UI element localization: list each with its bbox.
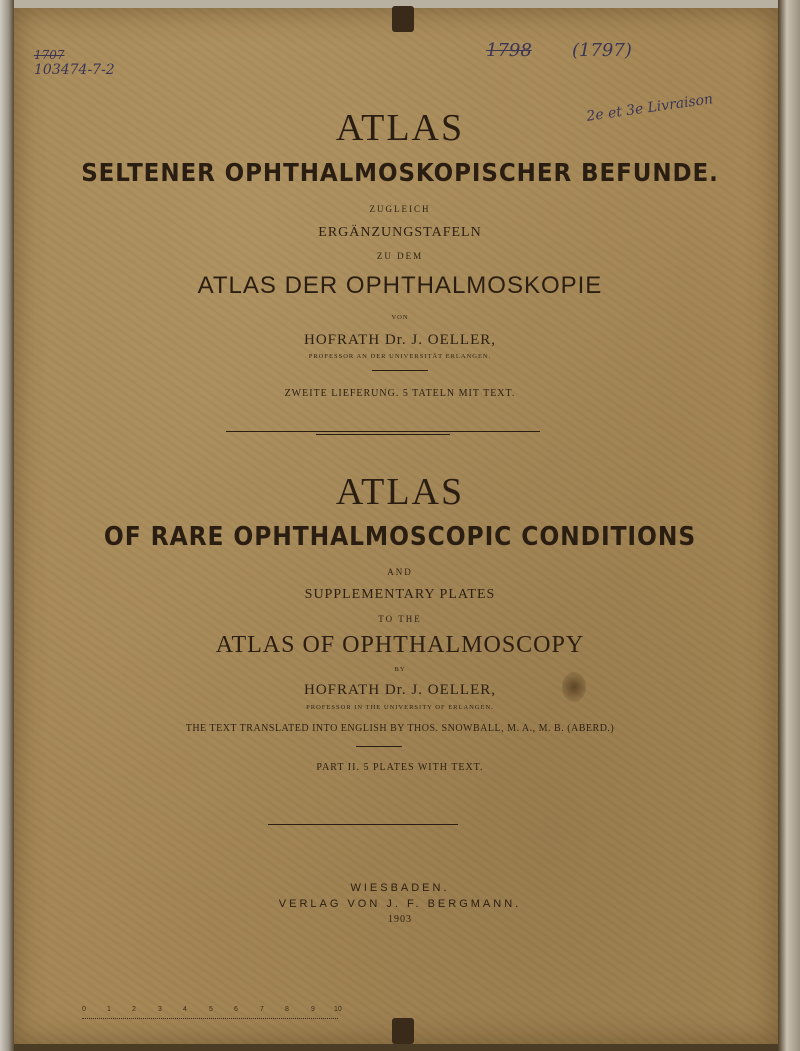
imprint-city: WIESBADEN.	[350, 882, 450, 894]
bottom-ribbon-tie	[392, 1018, 414, 1044]
german-atlas-der: ATLAS DER OPHTHALMOSKOPIE	[197, 272, 603, 299]
english-and: AND	[387, 567, 413, 577]
german-erganzungstafeln: ERGÄNZUNGSTAFELN	[318, 225, 482, 240]
handwritten-number-struck-right: 1798	[486, 40, 532, 61]
scale-tick: 3	[158, 1006, 162, 1013]
english-title: ATLAS	[335, 471, 465, 513]
scale-tick: 8	[285, 1006, 289, 1013]
german-zugleich: ZUGLEICH	[369, 204, 431, 214]
imprint-divider	[268, 824, 458, 825]
handwritten-catalog-number: 103474-7-2	[34, 62, 115, 78]
scale-tick: 10	[334, 1006, 342, 1013]
scale-tick: 5	[209, 1006, 213, 1013]
divider	[372, 370, 428, 371]
scale-tick: 4	[183, 1006, 187, 1013]
german-part: ZWEITE LIEFERUNG. 5 TATELN MIT TEXT.	[284, 388, 516, 399]
imprint-year: 1903	[388, 914, 412, 925]
english-to-the: TO THE	[378, 614, 422, 624]
german-author: HOFRATH Dr. J. OELLER,	[303, 332, 496, 348]
imprint-publisher: VERLAG VON J. F. BERGMANN.	[278, 898, 522, 910]
german-zu-dem: ZU DEM	[376, 251, 424, 261]
scale-tick: 9	[311, 1006, 315, 1013]
german-subtitle: SELTENER OPHTHALMOSKOPISCHER BEFUNDE.	[81, 158, 719, 187]
scale-tick: 7	[260, 1006, 264, 1013]
measurement-scale	[82, 1006, 352, 1024]
german-von: VON	[391, 314, 409, 321]
section-divider	[226, 431, 540, 432]
section-divider-inner	[316, 434, 450, 435]
scale-tick: 0	[82, 1006, 86, 1013]
handwritten-livraison-note: 2e et 3e Livraison	[585, 91, 714, 125]
scale-tick: 6	[234, 1006, 238, 1013]
handwritten-number-paren: (1797)	[572, 40, 632, 61]
german-title: ATLAS	[335, 107, 465, 149]
scale-rule	[82, 1018, 338, 1020]
handwritten-number-struck: 1707	[34, 48, 65, 62]
english-author: HOFRATH Dr. J. OELLER,	[303, 682, 496, 698]
divider	[356, 746, 402, 747]
english-by: BY	[394, 666, 406, 673]
english-affiliation: PROFESSOR IN THE UNIVERSITY OF ERLANGEN.	[306, 704, 494, 711]
scale-tick: 1	[107, 1006, 111, 1013]
scale-tick: 2	[132, 1006, 136, 1013]
english-subtitle: OF RARE OPHTHALMOSCOPIC CONDITIONS	[103, 522, 697, 552]
english-translation: THE TEXT TRANSLATED INTO ENGLISH BY THOS. SNOWBALL, M. A., M. B. (ABERD.)	[185, 723, 615, 734]
english-atlas-of: ATLAS OF OPHTHALMOSCOPY	[215, 632, 585, 658]
english-supplementary: SUPPLEMENTARY PLATES	[304, 587, 496, 602]
top-ribbon-tie	[392, 6, 414, 32]
english-part: PART II. 5 PLATES WITH TEXT.	[316, 762, 484, 773]
german-affiliation: PROFESSOR AN DER UNIVERSITÄT ERLANGEN.	[308, 353, 492, 360]
